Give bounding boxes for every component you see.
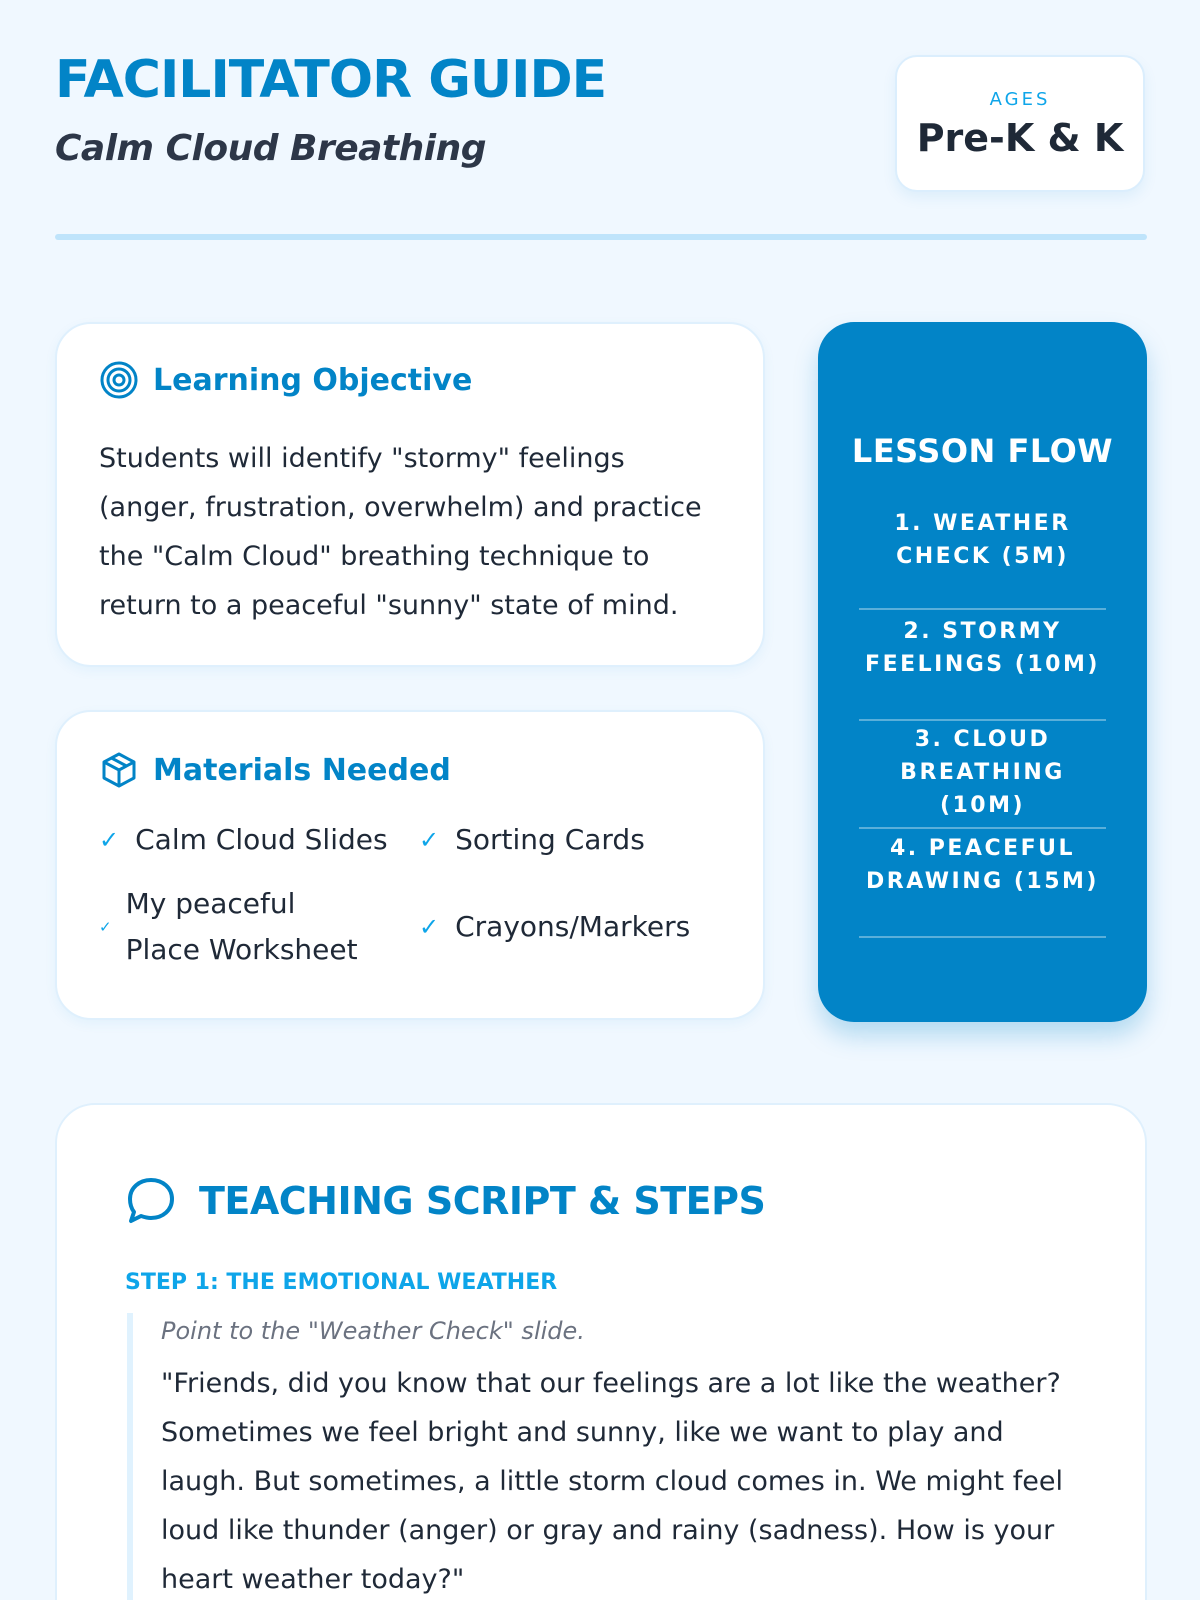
check-icon: ✓ (419, 826, 440, 854)
page-title: FACILITATOR GUIDE (55, 50, 607, 110)
materials-header (99, 750, 451, 790)
lesson-flow-title: LESSON FLOW (851, 432, 1114, 470)
materials-list-item (419, 817, 645, 863)
ages-value: Pre-K & K (916, 116, 1124, 160)
lesson-flow-step: 2. STORMY FEELINGS (10M) (859, 613, 1106, 721)
lesson-flow-step: 4. PEACEFUL DRAWING (15M) (859, 830, 1106, 938)
learning-objective-text: Students will identify "stormy" feelings (anger, frustration, overwhelm) and practice the "Calm Cloud" breathing technique to return to a peaceful "sunny" state of mind. (99, 443, 702, 621)
target-icon (99, 360, 139, 400)
step-quote: "Friends, did you know that our feelings are a lot like the weather? Sometimes we feel bright and sunny, like we want to play and laugh. But sometimes, a little storm cloud comes in. We might feel loud like thunder (anger) or gray and rainy (sadness). How is your heart weather today?" (161, 1368, 1063, 1595)
materials-item-label: Calm Cloud Slides (135, 823, 388, 856)
speech-bubble-icon (125, 1175, 177, 1227)
check-icon: ✓ (99, 826, 120, 854)
teaching-script-header (125, 1175, 765, 1227)
step-title: STEP 1: THE EMOTIONAL WEATHER (125, 1270, 558, 1295)
check-icon: ✓ (419, 913, 440, 941)
materials-list-item (419, 904, 690, 950)
materials-list-item (99, 881, 389, 973)
check-icon: ✓ (99, 918, 112, 936)
ages-badge (895, 55, 1145, 192)
lesson-flow-step: 3. CLOUD BREATHING (10M) (859, 721, 1106, 829)
step-note: Point to the "Weather Check" slide. (161, 1317, 585, 1345)
teaching-script-card (55, 1103, 1147, 1600)
teaching-script-title: TEACHING SCRIPT & STEPS (199, 1179, 766, 1223)
materials-title: Materials Needed (153, 752, 451, 788)
lesson-flow-step: 1. WEATHER CHECK (5M) (859, 505, 1106, 610)
page-subtitle: Calm Cloud Breathing (55, 128, 486, 169)
ages-label: AGES (989, 89, 1051, 110)
materials-card (55, 710, 765, 1020)
learning-objective-card (55, 322, 765, 667)
materials-item-label: My peaceful Place Worksheet (125, 887, 358, 966)
materials-item-label: Crayons/Markers (455, 910, 691, 943)
materials-item-label: Sorting Cards (455, 823, 645, 856)
learning-objective-title: Learning Objective (153, 362, 473, 398)
lesson-flow-panel (818, 322, 1147, 1022)
header-divider (55, 234, 1147, 240)
step-body (127, 1313, 1067, 1600)
learning-objective-header (99, 360, 472, 400)
materials-list-item (99, 817, 388, 863)
box-icon (99, 750, 139, 790)
